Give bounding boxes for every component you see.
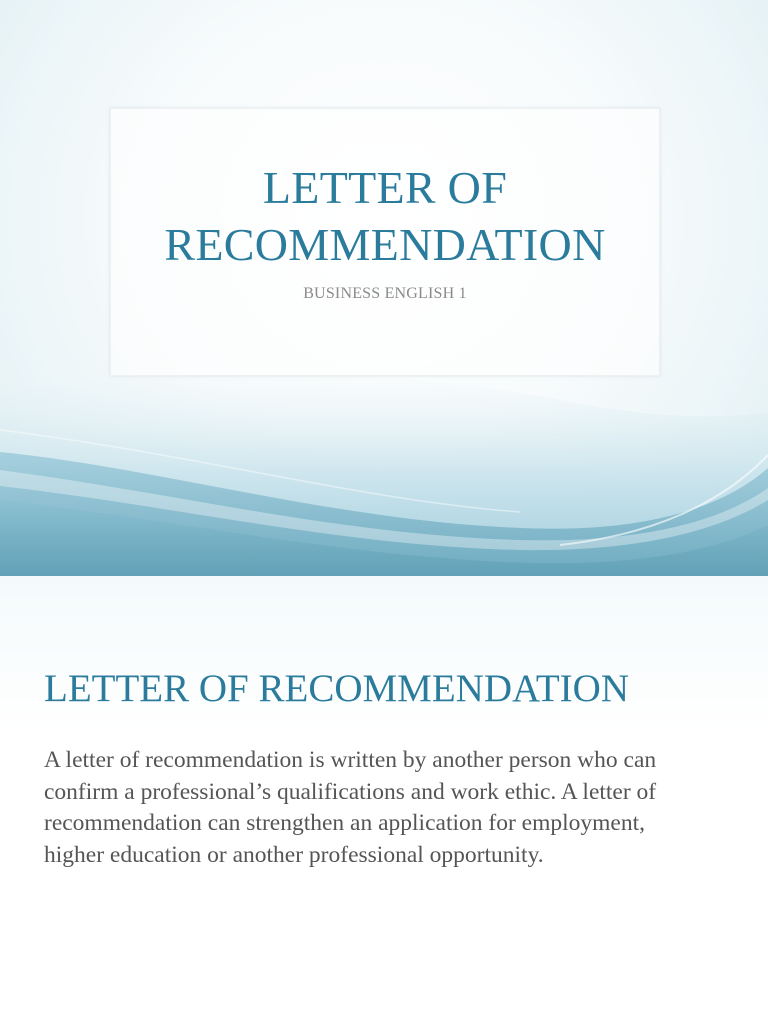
title-placeholder (110, 108, 660, 376)
slide-title-line-2: RECOMMENDATION (164, 219, 606, 270)
slide-subtitle: BUSINESS ENGLISH 1 (303, 285, 467, 302)
content-heading: LETTER OF RECOMMENDATION (44, 667, 629, 710)
content-slide (0, 576, 768, 1024)
content-body-text: A letter of recommendation is written by another person who can confirm a professional’s qualifications and work ethic. A letter of recommendation can strengthen an application for employment, higher education or another professional opportunity. (44, 747, 657, 868)
slide-title-line-1: LETTER OF (262, 162, 508, 213)
slide-title (111, 159, 659, 273)
